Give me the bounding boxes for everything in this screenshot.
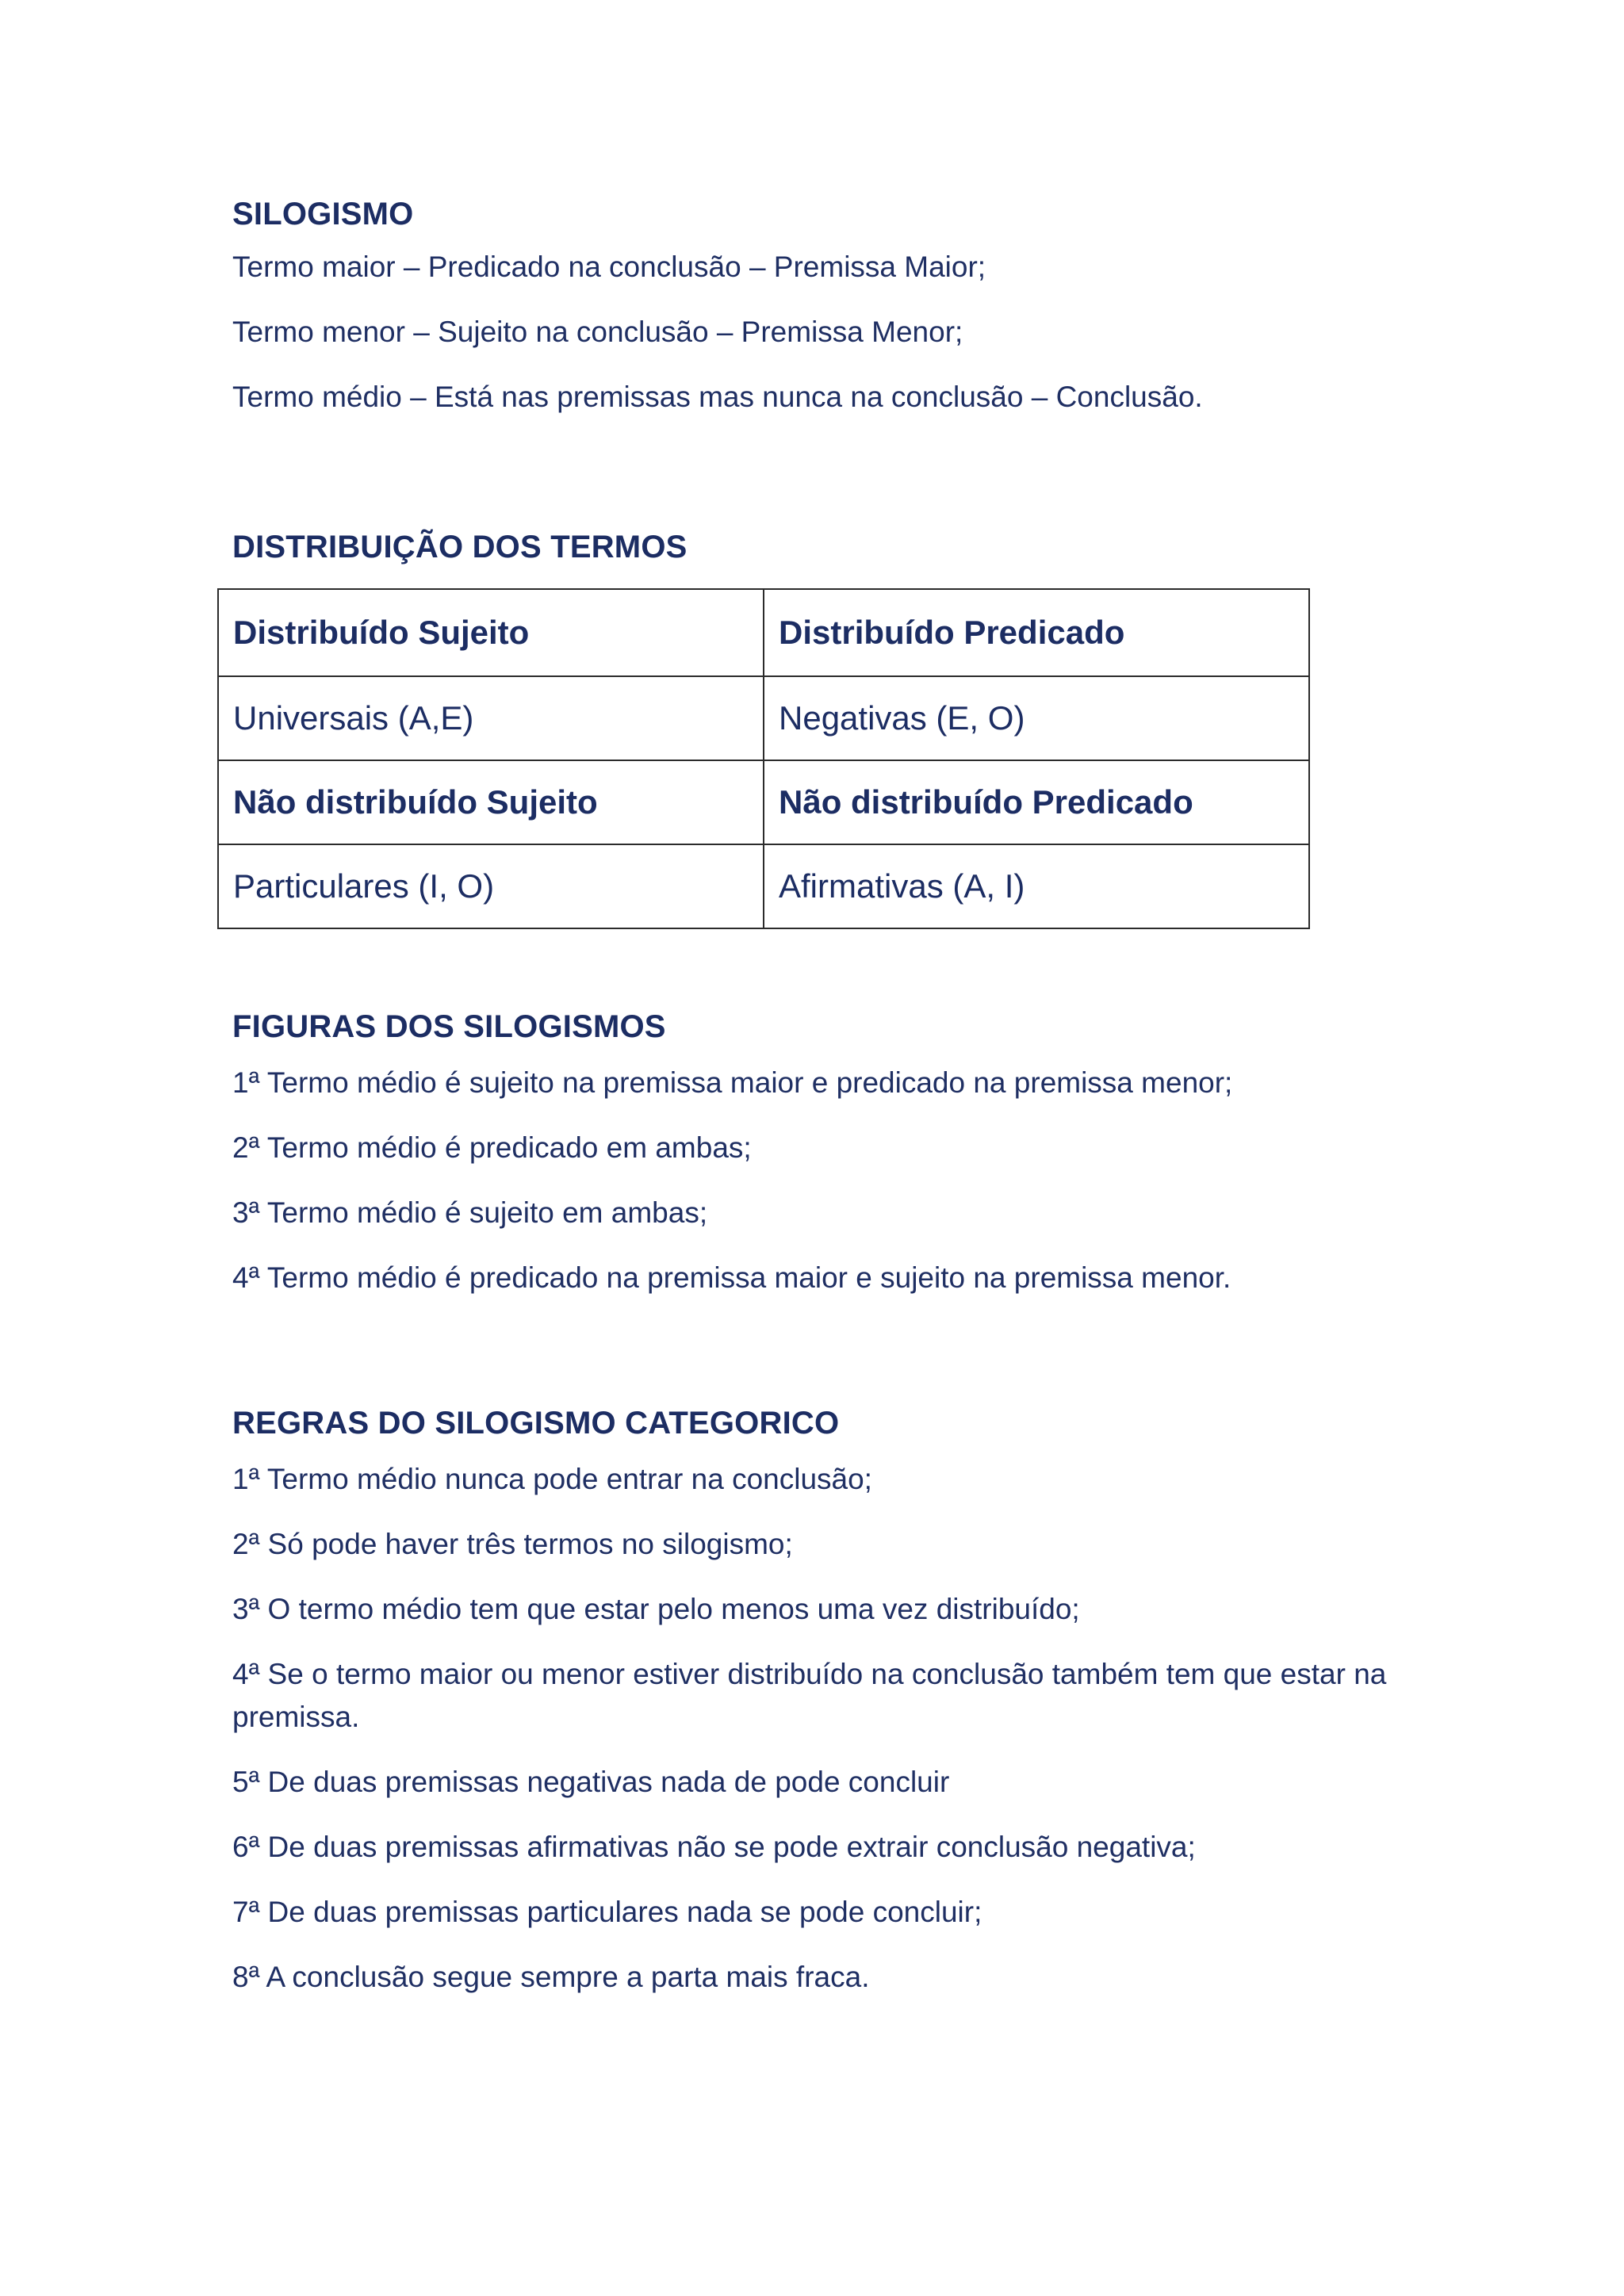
figuras-line-2: 2ª Termo médio é predicado em ambas; <box>232 1131 752 1164</box>
silogismo-line-3: Termo médio – Está nas premissas mas nunca na conclusão – Conclusão. <box>232 381 1203 413</box>
regra-line-3: 3ª O termo médio tem que estar pelo menos uma vez distribuído; <box>232 1593 1080 1625</box>
section-title-silogismo: SILOGISMO <box>232 197 414 232</box>
section-title-distribuicao: DISTRIBUIÇÃO DOS TERMOS <box>232 530 688 564</box>
table-cell: Particulares (I, O) <box>218 844 764 928</box>
regra-line-7: 7ª De duas premissas particulares nada se pode concluir; <box>232 1896 982 1928</box>
section-regras <box>232 1399 1406 2021</box>
table-cell: Não distribuído Sujeito <box>218 760 764 844</box>
figuras-line-4: 4ª Termo médio é predicado na premissa maior e sujeito na premissa menor. <box>232 1261 1231 1294</box>
table-row <box>218 676 1309 760</box>
section-distribuicao <box>232 523 1406 929</box>
regra-line-8: 8ª A conclusão segue sempre a parta mais fraca. <box>232 1961 870 1993</box>
regra-line-1: 1ª Termo médio nunca pode entrar na conclusão; <box>232 1463 872 1495</box>
section-title-regras: REGRAS DO SILOGISMO CATEGORICO <box>232 1406 840 1441</box>
table-cell: Distribuído Sujeito <box>218 589 764 676</box>
regra-line-2: 2ª Só pode haver três termos no silogismo; <box>232 1528 793 1560</box>
table-row <box>218 844 1309 928</box>
section-title-figuras: FIGURAS DOS SILOGISMOS <box>232 1009 666 1044</box>
table-cell: Afirmativas (A, I) <box>764 844 1309 928</box>
silogismo-line-1: Termo maior – Predicado na conclusão – Premissa Maior; <box>232 251 986 283</box>
table-cell: Negativas (E, O) <box>764 676 1309 760</box>
distribution-table <box>217 588 1310 929</box>
figuras-line-3: 3ª Termo médio é sujeito em ambas; <box>232 1196 708 1229</box>
table-cell: Distribuído Predicado <box>764 589 1309 676</box>
figuras-line-1: 1ª Termo médio é sujeito na premissa maior e predicado na premissa menor; <box>232 1066 1233 1099</box>
regra-line-6: 6ª De duas premissas afirmativas não se pode extrair conclusão negativa; <box>232 1831 1196 1863</box>
regra-line-4: 4ª Se o termo maior ou menor estiver distribuído na conclusão também tem que estar na premissa. <box>232 1658 1387 1733</box>
table-cell: Não distribuído Predicado <box>764 760 1309 844</box>
table-cell: Universais (A,E) <box>218 676 764 760</box>
section-figuras <box>232 1003 1406 1322</box>
silogismo-line-2: Termo menor – Sujeito na conclusão – Premissa Menor; <box>232 316 963 348</box>
section-silogismo <box>232 190 1203 441</box>
table-row <box>218 760 1309 844</box>
table-row <box>218 589 1309 676</box>
regra-line-5: 5ª De duas premissas negativas nada de pode concluir <box>232 1766 950 1798</box>
